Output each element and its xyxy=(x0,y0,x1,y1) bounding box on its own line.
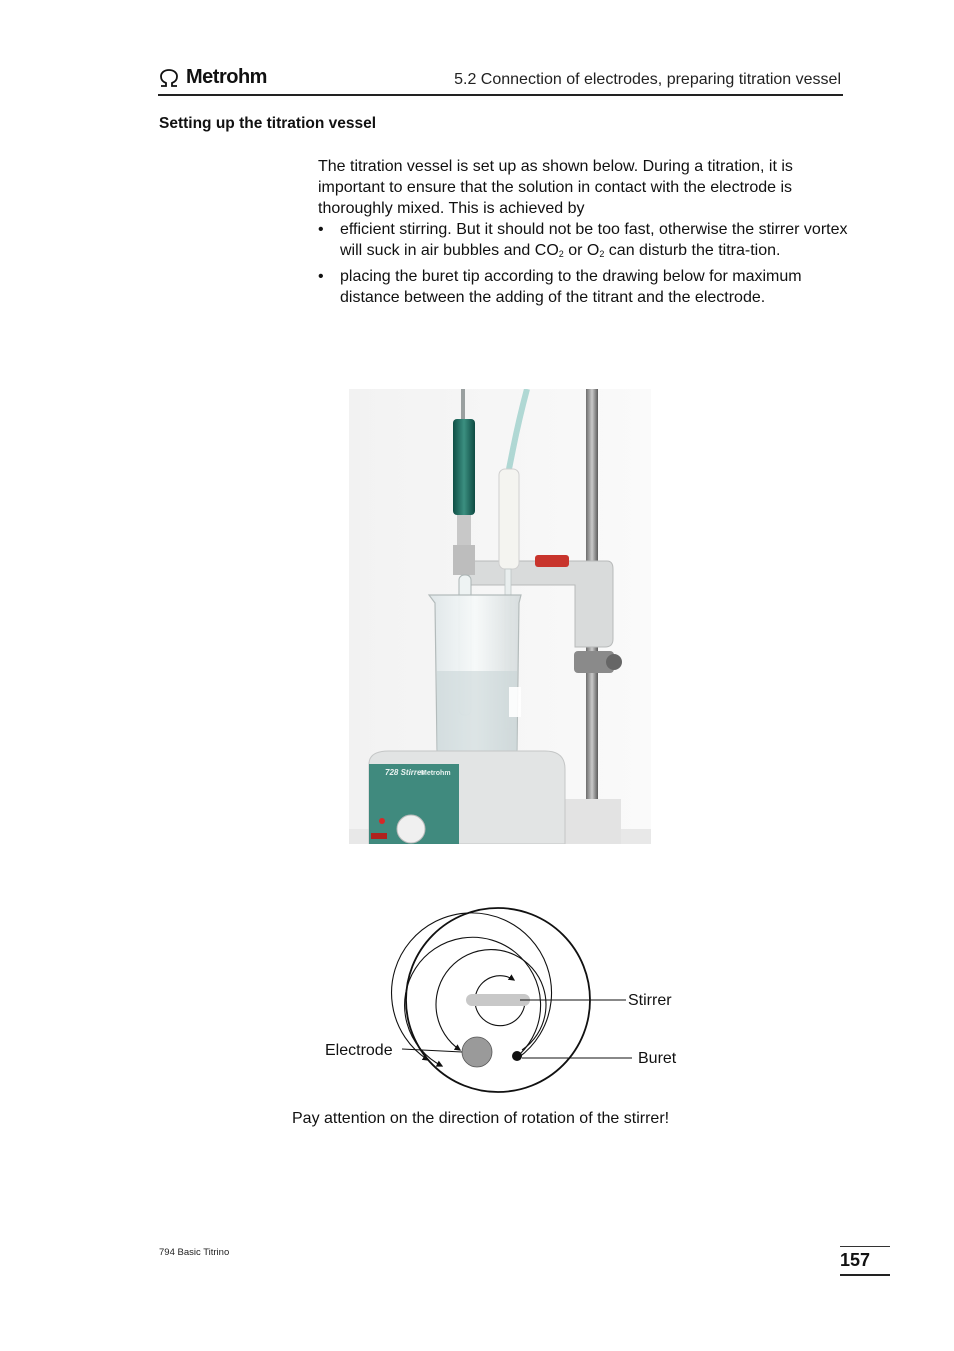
bullet-text: can disturb the titra-tion. xyxy=(604,242,781,259)
header-section-title: 5.2 Connection of electrodes, preparing titration vessel xyxy=(454,71,841,88)
beaker-solution xyxy=(437,671,517,755)
stirrer-label: Stirrer xyxy=(628,992,672,1009)
electrode-ground-joint xyxy=(453,545,475,575)
stirrer-brand: Metrohm xyxy=(421,770,451,777)
stirrer-label: 728 Stirrer xyxy=(385,768,425,777)
bullet-dot: • xyxy=(318,268,324,285)
clamp-lever xyxy=(535,555,569,567)
bullet-dot: • xyxy=(318,221,324,238)
electrode-label-line xyxy=(402,1049,462,1052)
bullet-text: or O xyxy=(563,242,600,259)
electrode-head xyxy=(453,419,475,515)
page-number: 157 xyxy=(840,1250,871,1270)
electrode-position xyxy=(462,1037,492,1067)
stand-base xyxy=(561,799,621,844)
buret-label: Buret xyxy=(638,1050,677,1067)
omega-logo-icon xyxy=(158,68,180,88)
power-led xyxy=(379,818,385,824)
bullet-list xyxy=(318,219,848,308)
power-switch xyxy=(371,833,387,839)
intro-paragraph: The titration vessel is set up as shown below. During a titration, it is important to ensure that the solution in contact with the electrode is thoroughly mixed. This is achieved by xyxy=(318,158,793,217)
section-heading: Setting up the titration vessel xyxy=(159,115,377,132)
bullet-item-stirring xyxy=(318,219,848,265)
footer-product: 794 Basic Titrino xyxy=(159,1247,230,1258)
bullet-item-buret-tip xyxy=(318,266,848,308)
bullet-text: efficient stirring. But it should not be too fast, otherwise the stirrer vortex will suck in air bubbles and CO xyxy=(340,221,848,259)
page-number-rule-top xyxy=(840,1246,890,1247)
brand-logo xyxy=(158,66,267,89)
page-number-rule-bottom xyxy=(840,1274,890,1276)
buret-holder xyxy=(499,469,519,569)
diagram-caption: Pay attention on the direction of rotation of the stirrer! xyxy=(292,1110,670,1127)
titration-vessel-photo xyxy=(349,389,651,844)
bullet-text: placing the buret tip according to the drawing below for maximum distance between the adding of the titrant and the electrode. xyxy=(340,268,802,306)
speed-knob xyxy=(397,815,425,843)
body-text xyxy=(318,156,848,309)
clamp-screw xyxy=(606,654,622,670)
subscript: 2 xyxy=(558,249,564,259)
electrode-label: Electrode xyxy=(325,1042,393,1059)
subscript: 2 xyxy=(599,249,605,259)
brand-name: Metrohm xyxy=(186,66,267,88)
buret-position xyxy=(512,1051,522,1061)
electrode-connector xyxy=(457,515,471,545)
header-rule xyxy=(158,94,843,96)
stirrer-rotation-diagram xyxy=(320,900,700,1100)
